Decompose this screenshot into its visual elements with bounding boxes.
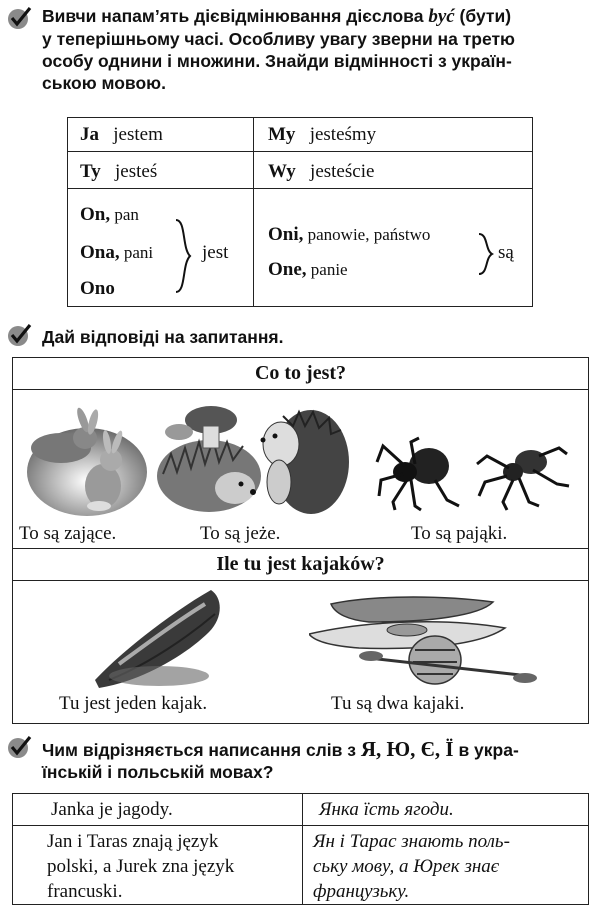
row2-polish: Jan i Taras znają język polski, a Jurek zna język francuski. xyxy=(47,831,235,902)
row1-polish: Janka je jagody. xyxy=(51,799,173,820)
task-marker-icon xyxy=(6,734,32,760)
cell-ty: Ty jesteś xyxy=(80,161,158,182)
hedgehog-image xyxy=(253,396,353,520)
caption-pajaki: To są pająki. xyxy=(411,523,508,544)
kayaks-image xyxy=(309,594,539,694)
task3-line2: їнській і польській мовах? xyxy=(42,762,274,782)
cell-jest: jest xyxy=(202,242,229,263)
kayak-image xyxy=(89,584,229,692)
task3-line1: Чим відрізняється написання слів з xyxy=(42,740,361,760)
task1-line4: ською мовою. xyxy=(42,73,166,93)
caption-dwa-kajaki: Tu są dwa kajaki. xyxy=(331,693,465,714)
task1-line3: особу однини і множини. Знайди відмінності з україн- xyxy=(42,51,512,71)
caption-jeze: To są jeże. xyxy=(200,523,281,544)
cell-oni: Oni, panowie, państwo xyxy=(268,224,431,245)
row2-ukrainian: Ян і Тарас знають поль- ську мову, а Юрек знає французьку. xyxy=(313,831,510,902)
task1-instruction xyxy=(42,5,597,94)
task2-instruction: Дай відповіді на запитання. xyxy=(42,327,284,347)
cell-wy: Wy jesteście xyxy=(268,161,375,182)
task1-line1: Вивчи напам’ять дієвідмінювання дієслова xyxy=(42,6,429,26)
task-marker-icon xyxy=(6,322,32,348)
task-marker-icon xyxy=(6,5,32,31)
spider-image xyxy=(473,440,573,512)
translation-table xyxy=(12,793,589,905)
row1-ukrainian: Янка їсть ягоди. xyxy=(319,799,454,820)
task1-line1-end: (бути) xyxy=(454,6,512,26)
conjugation-table xyxy=(67,117,533,307)
cell-on: On, pan xyxy=(80,204,139,225)
brace-icon xyxy=(476,232,496,276)
task3-line1-end: в укра- xyxy=(453,740,519,760)
cell-ona: Ona, pani xyxy=(80,242,154,263)
heading-co-to-jest: Co to jest? xyxy=(254,362,347,384)
task3-instruction xyxy=(42,738,597,783)
task3-letters: Я, Ю, Є, Ї xyxy=(360,737,454,761)
heading-ile-kajakow: Ile tu jest kajaków? xyxy=(216,553,385,575)
cell-ono: Ono xyxy=(80,278,115,299)
rabbits-image xyxy=(19,398,149,516)
cell-sa: są xyxy=(498,242,514,263)
task1-verb: być xyxy=(428,6,455,27)
hedgehog-image xyxy=(149,398,269,516)
pictures-box xyxy=(12,357,589,724)
caption-jeden-kajak: Tu jest jeden kajak. xyxy=(59,693,208,714)
cell-one: One, panie xyxy=(268,259,348,280)
cell-ja: Ja jestem xyxy=(80,124,163,145)
task1-line2: у теперішньому часі. Особливу увагу зверни на третю xyxy=(42,29,516,49)
brace-icon xyxy=(172,218,194,294)
cell-my: My jesteśmy xyxy=(268,124,377,145)
spider-image xyxy=(375,436,465,512)
caption-zajace: To są zające. xyxy=(19,523,117,544)
